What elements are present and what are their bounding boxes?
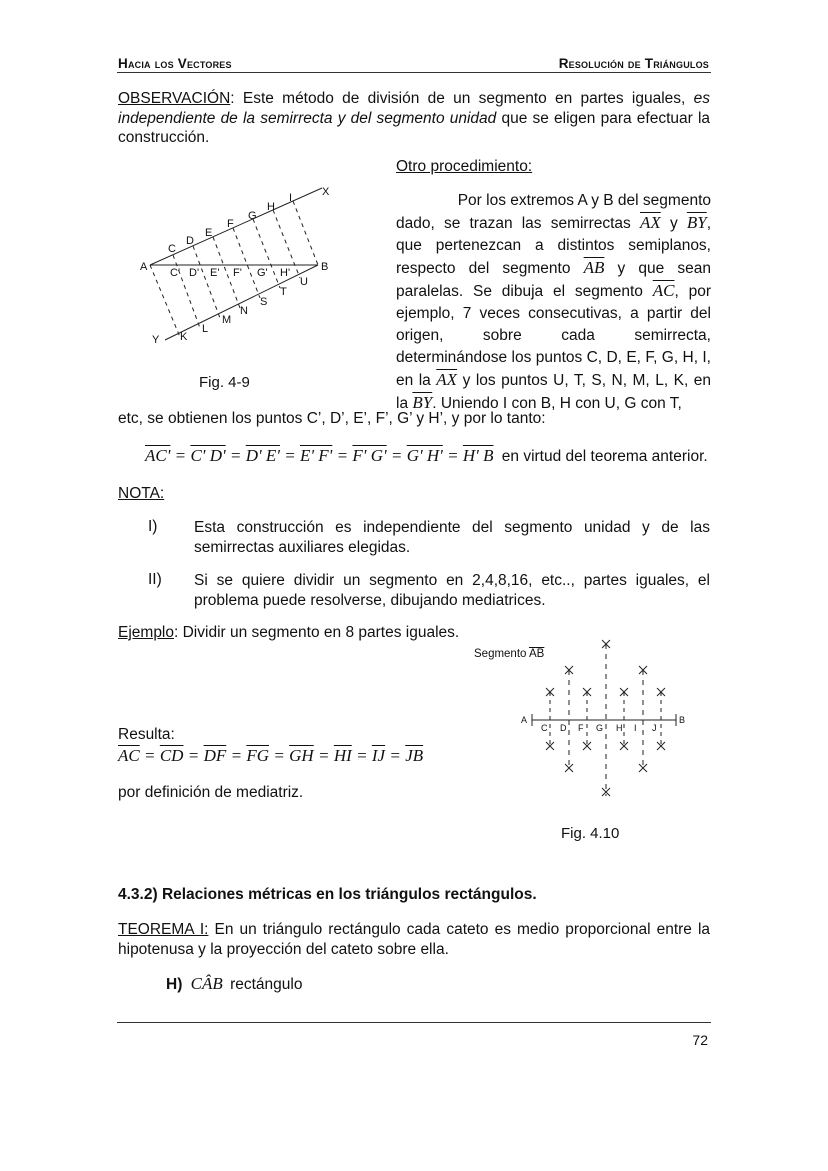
nota-item-1-number: I) [148,518,158,535]
figure-4-9 [130,180,355,350]
label-S: S [260,296,268,308]
observacion-label: OBSERVACIÓN [118,90,231,107]
resulta-label: Resulta: [118,726,175,743]
label-Fp: F' [233,267,242,279]
label-I: I [289,192,293,204]
nota-item-2-number: II) [148,571,162,588]
label-F: F [227,218,234,230]
label-C: C [168,243,176,255]
label-Ep: E' [210,267,220,279]
equation-eight-parts: $\overline{AC} = \overline{CD} = \overline{DF} = \overline{FG} = \overline{GH} = \overline{HI} = \overline{IJ} = \overline{JB}$ [118,746,424,765]
label-E: E [205,227,213,239]
label-410-G: G [596,723,604,733]
ejemplo-line: Ejemplo: Dividir un segmento en 8 partes iguales. [118,624,460,641]
label-D: D [186,235,194,247]
hypothesis-line: H) CÂB rectángulo [166,974,303,993]
label-410-F: F [578,723,584,733]
label-Gp: G' [257,267,268,279]
running-header-left: Hacia los Vectores [118,56,232,71]
label-410-H: H [616,723,623,733]
label-Hp: H' [280,267,291,279]
label-410-A: A [521,715,528,725]
label-Cp: C' [170,267,181,279]
nota-title: NOTA: [118,485,165,502]
label-410-J: J [652,723,657,733]
label-A: A [140,261,148,273]
otro-procedimiento-title: Otro procedimiento: [396,158,533,175]
label-410-B: B [679,715,686,725]
label-410-C: C [541,723,548,733]
label-U: U [300,276,308,288]
observacion-paragraph: OBSERVACIÓN: Este método de división de un segmento en partes iguales, es independiente de la semirrecta y del segmento unidad que se eligen para efectuar la construcción. [118,90,711,146]
otro-procedimiento-text: Por los extremos A y B del segmento dado, se trazan las semirrectas $\overline{AX}$ y $\overline{BY}$, que pertenezcan a distintos semiplanos, respecto del segmento $\overline{AB}$ y que sean paralelas. Se dibuja el segmento $\overline{AC}$, por ejemplo, 7 veces consecutivas, a partir del origen, sobre cada semirrecta, determinándose los puntos C, D, E, F, G, H, I, en la $\overline{AX}$ y los puntos U, T, S, N, M, L, K, en la $\overline{BY}$. Uniendo I con B, H con U, G con T, [396,192,712,412]
segmento-ab-label: Segmento $\overline{AB}$ [474,648,545,660]
label-N: N [240,305,248,317]
label-Dp: D' [189,267,200,279]
label-G: G [248,210,257,222]
label-410-D: D [560,723,567,733]
figure-4-10-caption: Fig. 4.10 [561,825,620,842]
equation-primes: AC' = C' D' = D' E' = E' F' = F' G' = G' H' = H' B en virtud del teorema anterior. [145,446,708,465]
running-header-right: Resolución de Triángulos [558,56,709,71]
footer-rule [117,1022,711,1023]
nota-item-2: Si se quiere dividir un segmento en 2,4,8,16, etc.., partes iguales, el problema puede resolverse, dibujando mediatrices. [194,572,710,609]
label-Y: Y [152,334,160,346]
header-rule [117,72,711,73]
teorema-paragraph: TEOREMA I: En un triángulo rectángulo cada cateto es medio proporcional entre la hipotenusa y la proyección del cateto sobre ella. [118,921,711,958]
label-410-I: I [634,723,637,733]
etc-line: etc, se obtienen los puntos C’, D’, E’, F’, G’ y H’, y por lo tanto: [118,410,546,427]
label-K: K [180,331,188,343]
label-X: X [322,186,330,198]
label-H: H [267,201,275,213]
label-B: B [321,261,329,273]
section-title: 4.3.2) Relaciones métricas en los triángulos rectángulos. [118,886,537,903]
label-M: M [222,314,232,326]
figure-4-9-caption: Fig. 4-9 [199,374,250,391]
nota-item-1: Esta construcción es independiente del segmento unidad y de las semirrectas auxiliares elegidas. [194,519,710,556]
page-number: 72 [692,1032,708,1048]
label-L: L [202,323,209,335]
figure-4-10 [510,636,690,804]
label-T: T [280,286,287,298]
mediatriz-line: por definición de mediatriz. [118,784,304,801]
